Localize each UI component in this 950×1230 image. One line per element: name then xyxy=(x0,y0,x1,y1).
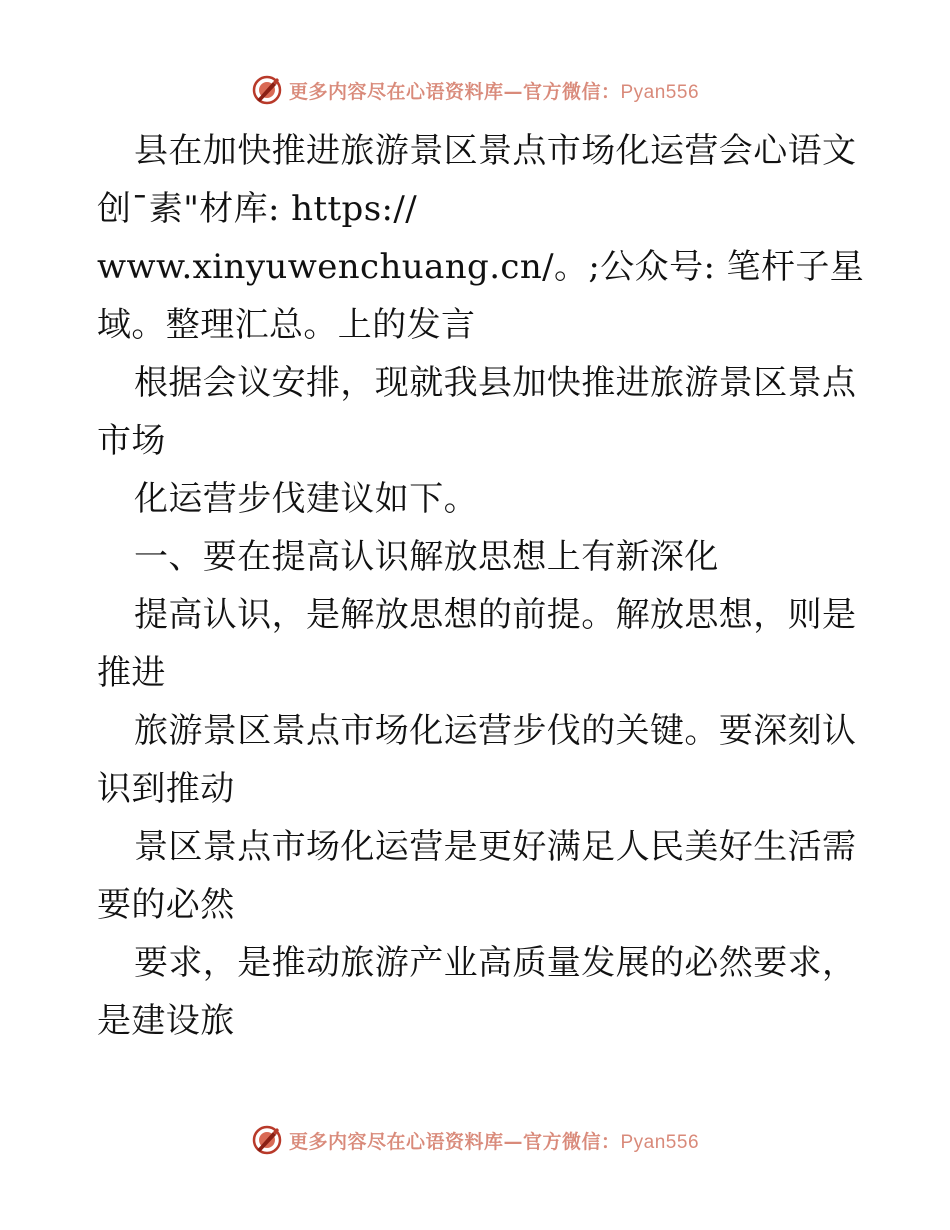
text-line: 化运营步伐建议如下。 xyxy=(134,479,478,519)
text-line: 识到推动 xyxy=(97,769,235,809)
text-line: www.xinyuwenchuang.cn/。;公众号: 笔杆子星 xyxy=(97,247,865,287)
document-body xyxy=(97,122,867,1050)
text-line: 县在加快推进旅游景区景点市场化运营会心语文 xyxy=(134,131,857,171)
text-line: 推进 xyxy=(97,653,166,693)
text-line: 提高认识，是解放思想的前提。解放思想，则是 xyxy=(134,595,857,635)
header-banner-text: 更多内容尽在心语资料库—官方微信：Pyan556 xyxy=(288,80,700,103)
text-line: 是建设旅 xyxy=(97,1001,235,1041)
text-line: 市场 xyxy=(97,421,166,461)
text-line: 要的必然 xyxy=(97,885,235,925)
footer-wechat-id: Pyan556 xyxy=(620,1131,700,1153)
text-line: 创¯素"材库: https:// xyxy=(97,189,418,229)
footer-banner-text: 更多内容尽在心语资料库—官方微信：Pyan556 xyxy=(288,1130,700,1153)
footer-banner xyxy=(0,1120,950,1160)
text-line: 景区景点市场化运营是更好满足人民美好生活需 xyxy=(134,827,857,867)
text-line: 旅游景区景点市场化运营步伐的关键。要深刻认 xyxy=(134,711,857,751)
text-line: 要求，是推动旅游产业高质量发展的必然要求， xyxy=(134,943,857,983)
header-banner xyxy=(0,70,950,110)
pen-circle-logo-icon xyxy=(251,1124,283,1156)
text-line: 域。整理汇总。上的发言 xyxy=(97,305,476,345)
section-heading: 一、要在提高认识解放思想上有新深化 xyxy=(134,537,719,577)
pen-circle-logo-icon xyxy=(251,74,283,106)
header-wechat-id: Pyan556 xyxy=(620,81,700,103)
text-line: 根据会议安排，现就我县加快推进旅游景区景点 xyxy=(134,363,857,403)
